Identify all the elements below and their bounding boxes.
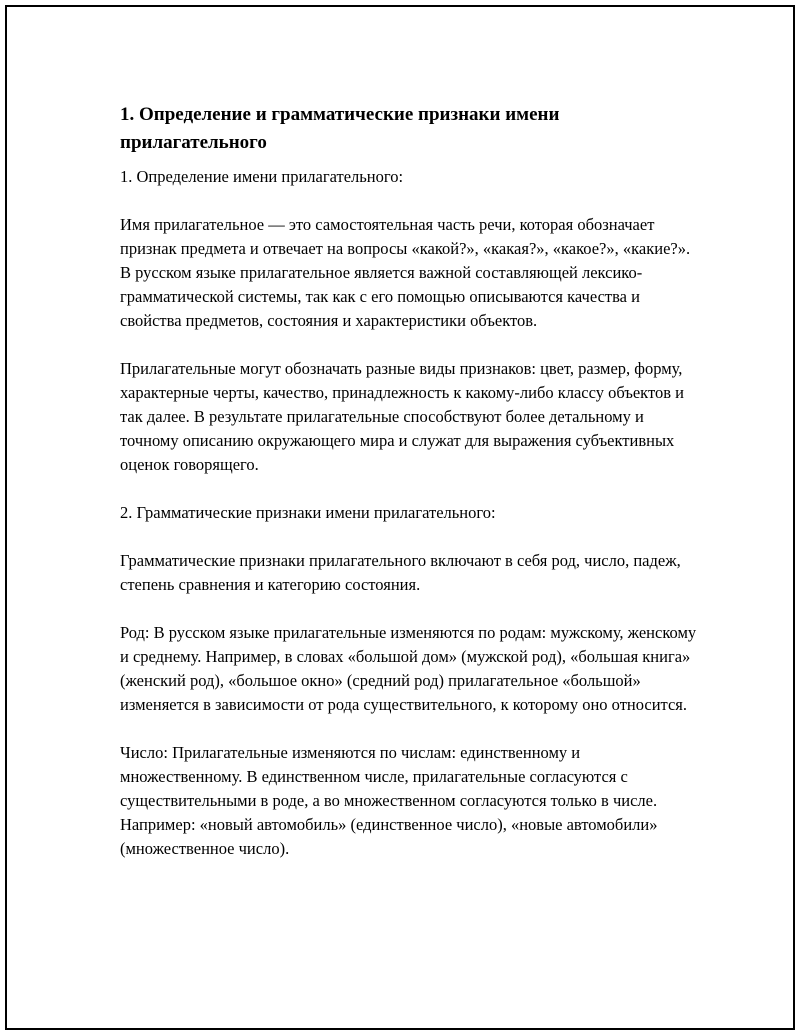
document-title: 1. Определение и грамматические признаки имени прилагательного (120, 104, 560, 153)
paragraph-kinds-of-features: Прилагательные могут обозначать разные виды признаков: цвет, размер, форму, характерные черты, качество, принадлежность к какому-либо классу объектов и так далее. В результате прилагательные способствуют более детальному и точному описанию окружающего мира и служат для выражения субъективных оценок говорящего. (120, 359, 684, 474)
document-body (120, 99, 700, 885)
section-heading-definition: 1. Определение имени прилагательного: (120, 167, 404, 186)
section-heading-grammar: 2. Грамматические признаки имени прилагательного: (120, 503, 496, 522)
paragraph-grammar-overview: Грамматические признаки прилагательного включают в себя род, число, падеж, степень сравнения и категорию состояния. (120, 551, 681, 594)
paragraph-number: Число: Прилагательные изменяются по числам: единственному и множественному. В единственном числе, прилагательные согласуются с существительными в роде, а во множественном согласуются только в числе. Например: «новый автомобиль» (единственное число), «новые автомобили» (множественное число). (120, 743, 658, 858)
paragraph-definition: Имя прилагательное — это самостоятельная часть речи, которая обозначает признак предмета и отвечает на вопросы «какой?», «какая?», «какое?», «какие?». В русском языке прилагательное является важной составляющей лексико-грамматической системы, так как с его помощью описываются качества и свойства предметов, состояния и характеристики объектов. (120, 215, 691, 330)
paragraph-gender: Род: В русском языке прилагательные изменяются по родам: мужскому, женскому и среднему. Например, в словах «большой дом» (мужской род), «большая книга» (женский род), «большое окно» (средний род) прилагательное «большой» изменяется в зависимости от рода существительного, к которому оно относится. (120, 623, 697, 714)
page-frame (5, 5, 795, 1030)
